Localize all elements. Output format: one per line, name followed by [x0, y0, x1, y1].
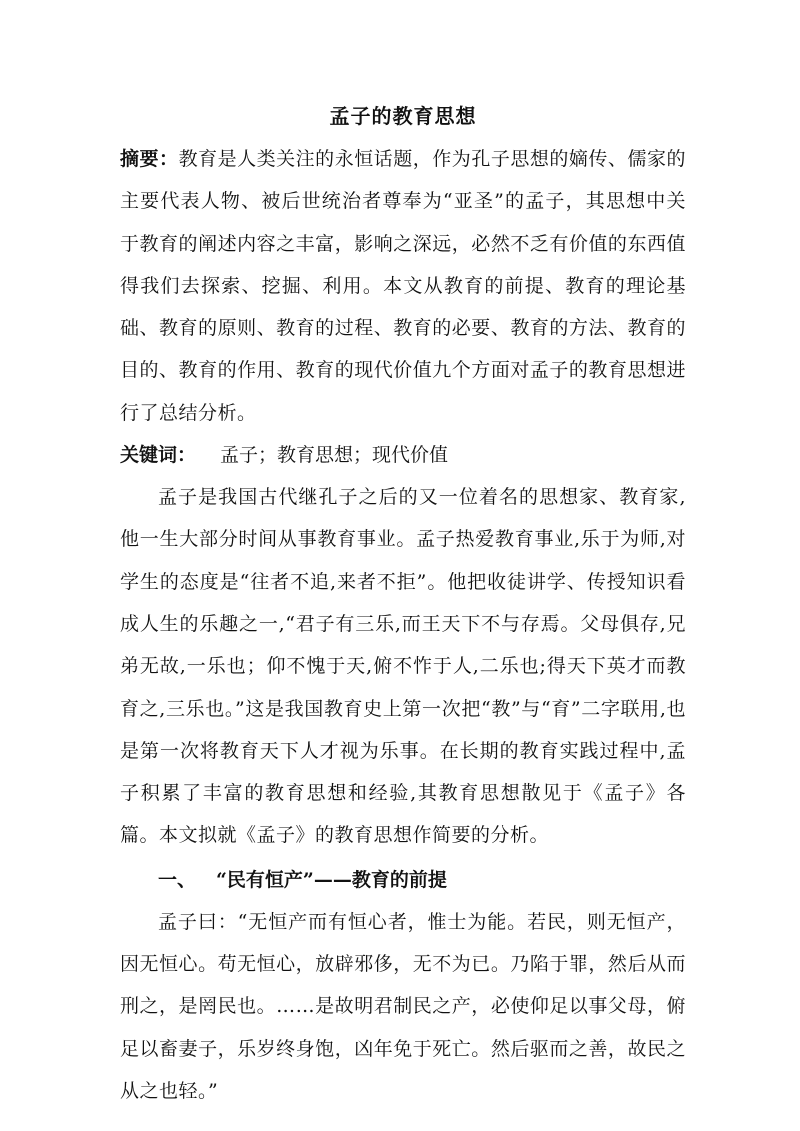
section-1-paragraph: 孟子曰：“无恒产而有恒心者，惟士为能。若民，则无恒产，因无恒心。苟无恒心，放辟邪侈，无不为已。乃陷于罪，然后从而刑之，是罔民也。……是故明君制民之产，必使仰足以事父母，俯足以畜妻子，乐岁终身饱，凶年免于死亡。然后驱而之善，故民之从之也轻。”	[120, 910, 686, 1102]
abstract-paragraph	[120, 138, 686, 434]
keywords-text: 孟子；教育思想；现代价值	[220, 444, 449, 467]
abstract-text: 教育是人类关注的永恒话题，作为孔子思想的嫡传、儒家的主要代表人物、被后世统治者尊奉为“亚圣”的孟子，其思想中关于教育的阐述内容之丰富，影响之深远，必然不乏有价值的东西值得我们去探索、挖掘、利用。本文从教育的前提、教育的理论基础、教育的原则、教育的过程、教育的必要、教育的方法、教育的目的、教育的作用、教育的现代价值九个方面对孟子的教育思想进行了总结分析。	[120, 148, 686, 424]
document-page	[120, 96, 686, 1112]
section-1-heading	[120, 859, 686, 901]
intro-paragraph: 孟子是我国古代继孔子之后的又一位着名的思想家、教育家,他一生大部分时间从事教育事业。孟子热爱教育事业,乐于为师,对学生的态度是“往者不追,来者不拒”。他把收徒讲学、传授知识看成人生的乐趣之一,“君子有三乐,而王天下不与存焉。父母俱存,兄弟无故,一乐也；仰不愧于天,俯不怍于人,二乐也;得天下英才而教育之,三乐也。”这是我国教育史上第一次把“教”与“育”二字联用,也是第一次将教育天下人才视为乐事。在长期的教育实践过程中,孟子积累了丰富的教育思想和经验,其教育思想散见于《孟子》各篇。本文拟就《孟子》的教育思想作简要的分析。	[120, 486, 686, 847]
document-title: 孟子的教育思想	[329, 104, 477, 128]
keywords-label: 关键词：	[120, 444, 197, 467]
abstract-label: 摘要：	[120, 148, 179, 170]
keywords-line	[120, 434, 686, 476]
section-1-number: 一、	[158, 868, 197, 891]
section-1-title: “民有恒产”——教育的前提	[216, 868, 447, 891]
